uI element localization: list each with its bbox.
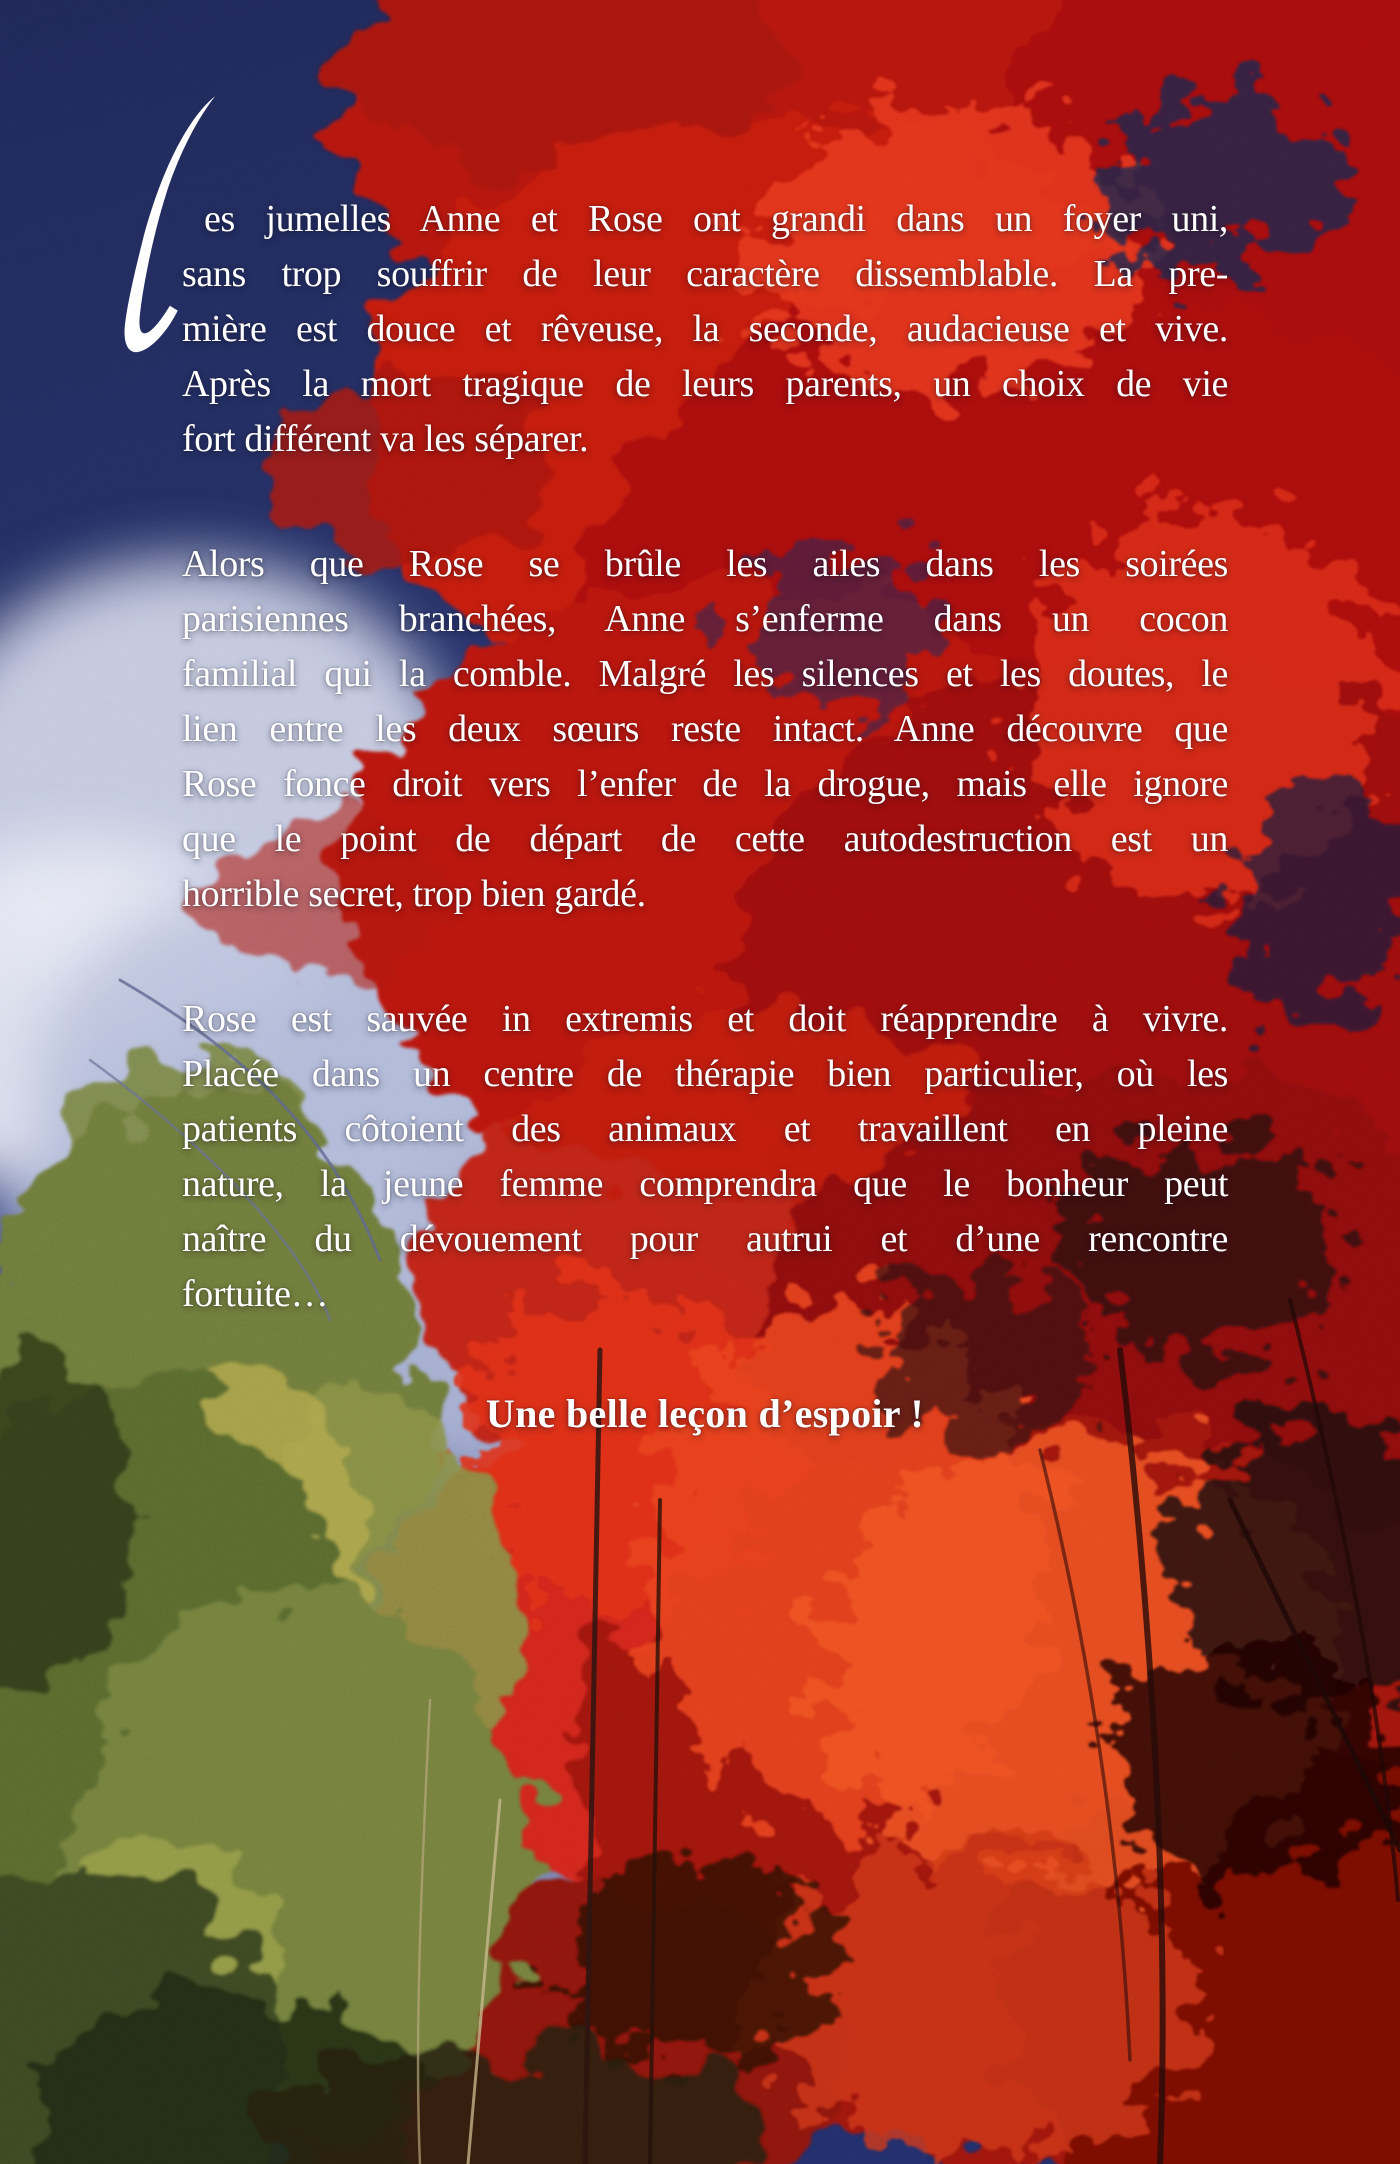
blurb-line: Rose fonce droit vers l’enfer de la drogue, mais elle ignore xyxy=(182,763,1228,805)
blurb-paragraph-3 xyxy=(182,992,1228,1322)
blurb-line: es jumelles Anne et Rose ont grandi dans un foyer uni, xyxy=(204,198,1228,240)
blurb-line: mière est douce et rêveuse, la seconde, audacieuse et vive. xyxy=(182,308,1228,350)
blurb-line: Après la mort tragique de leurs parents, un choix de vie xyxy=(182,363,1228,405)
blurb-line: sans trop souffrir de leur caractère dissemblable. La pre- xyxy=(182,253,1228,295)
blurb-line: fortuite… xyxy=(182,1273,329,1315)
blurb-line: familial qui la comble. Malgré les silences et les doutes, le xyxy=(182,653,1228,695)
blurb-line: lien entre les deux sœurs reste intact. Anne découvre que xyxy=(182,708,1228,750)
blurb-paragraph-1 xyxy=(182,192,1228,467)
blurb-line: fort différent va les séparer. xyxy=(182,418,589,460)
blurb-line: Rose est sauvée in extremis et doit réapprendre à vivre. xyxy=(182,998,1228,1040)
blurb-line: que le point de départ de cette autodestruction est un xyxy=(182,818,1228,860)
blurb-line: parisiennes branchées, Anne s’enferme dans un cocon xyxy=(182,598,1228,640)
blurb-line: patients côtoient des animaux et travaillent en pleine xyxy=(182,1108,1228,1150)
blurb-line: Alors que Rose se brûle les ailes dans les soirées xyxy=(182,543,1228,585)
blurb-text xyxy=(182,192,1228,1441)
tagline: Une belle leçon d’espoir ! xyxy=(485,1391,925,1436)
blurb-line: Placée dans un centre de thérapie bien particulier, où les xyxy=(182,1053,1228,1095)
blurb-line: nature, la jeune femme comprendra que le bonheur peut xyxy=(182,1163,1228,1205)
blurb-paragraph-2 xyxy=(182,537,1228,922)
blurb-line: naître du dévouement pour autrui et d’une rencontre xyxy=(182,1218,1228,1260)
blurb-line: horrible secret, trop bien gardé. xyxy=(182,873,646,915)
